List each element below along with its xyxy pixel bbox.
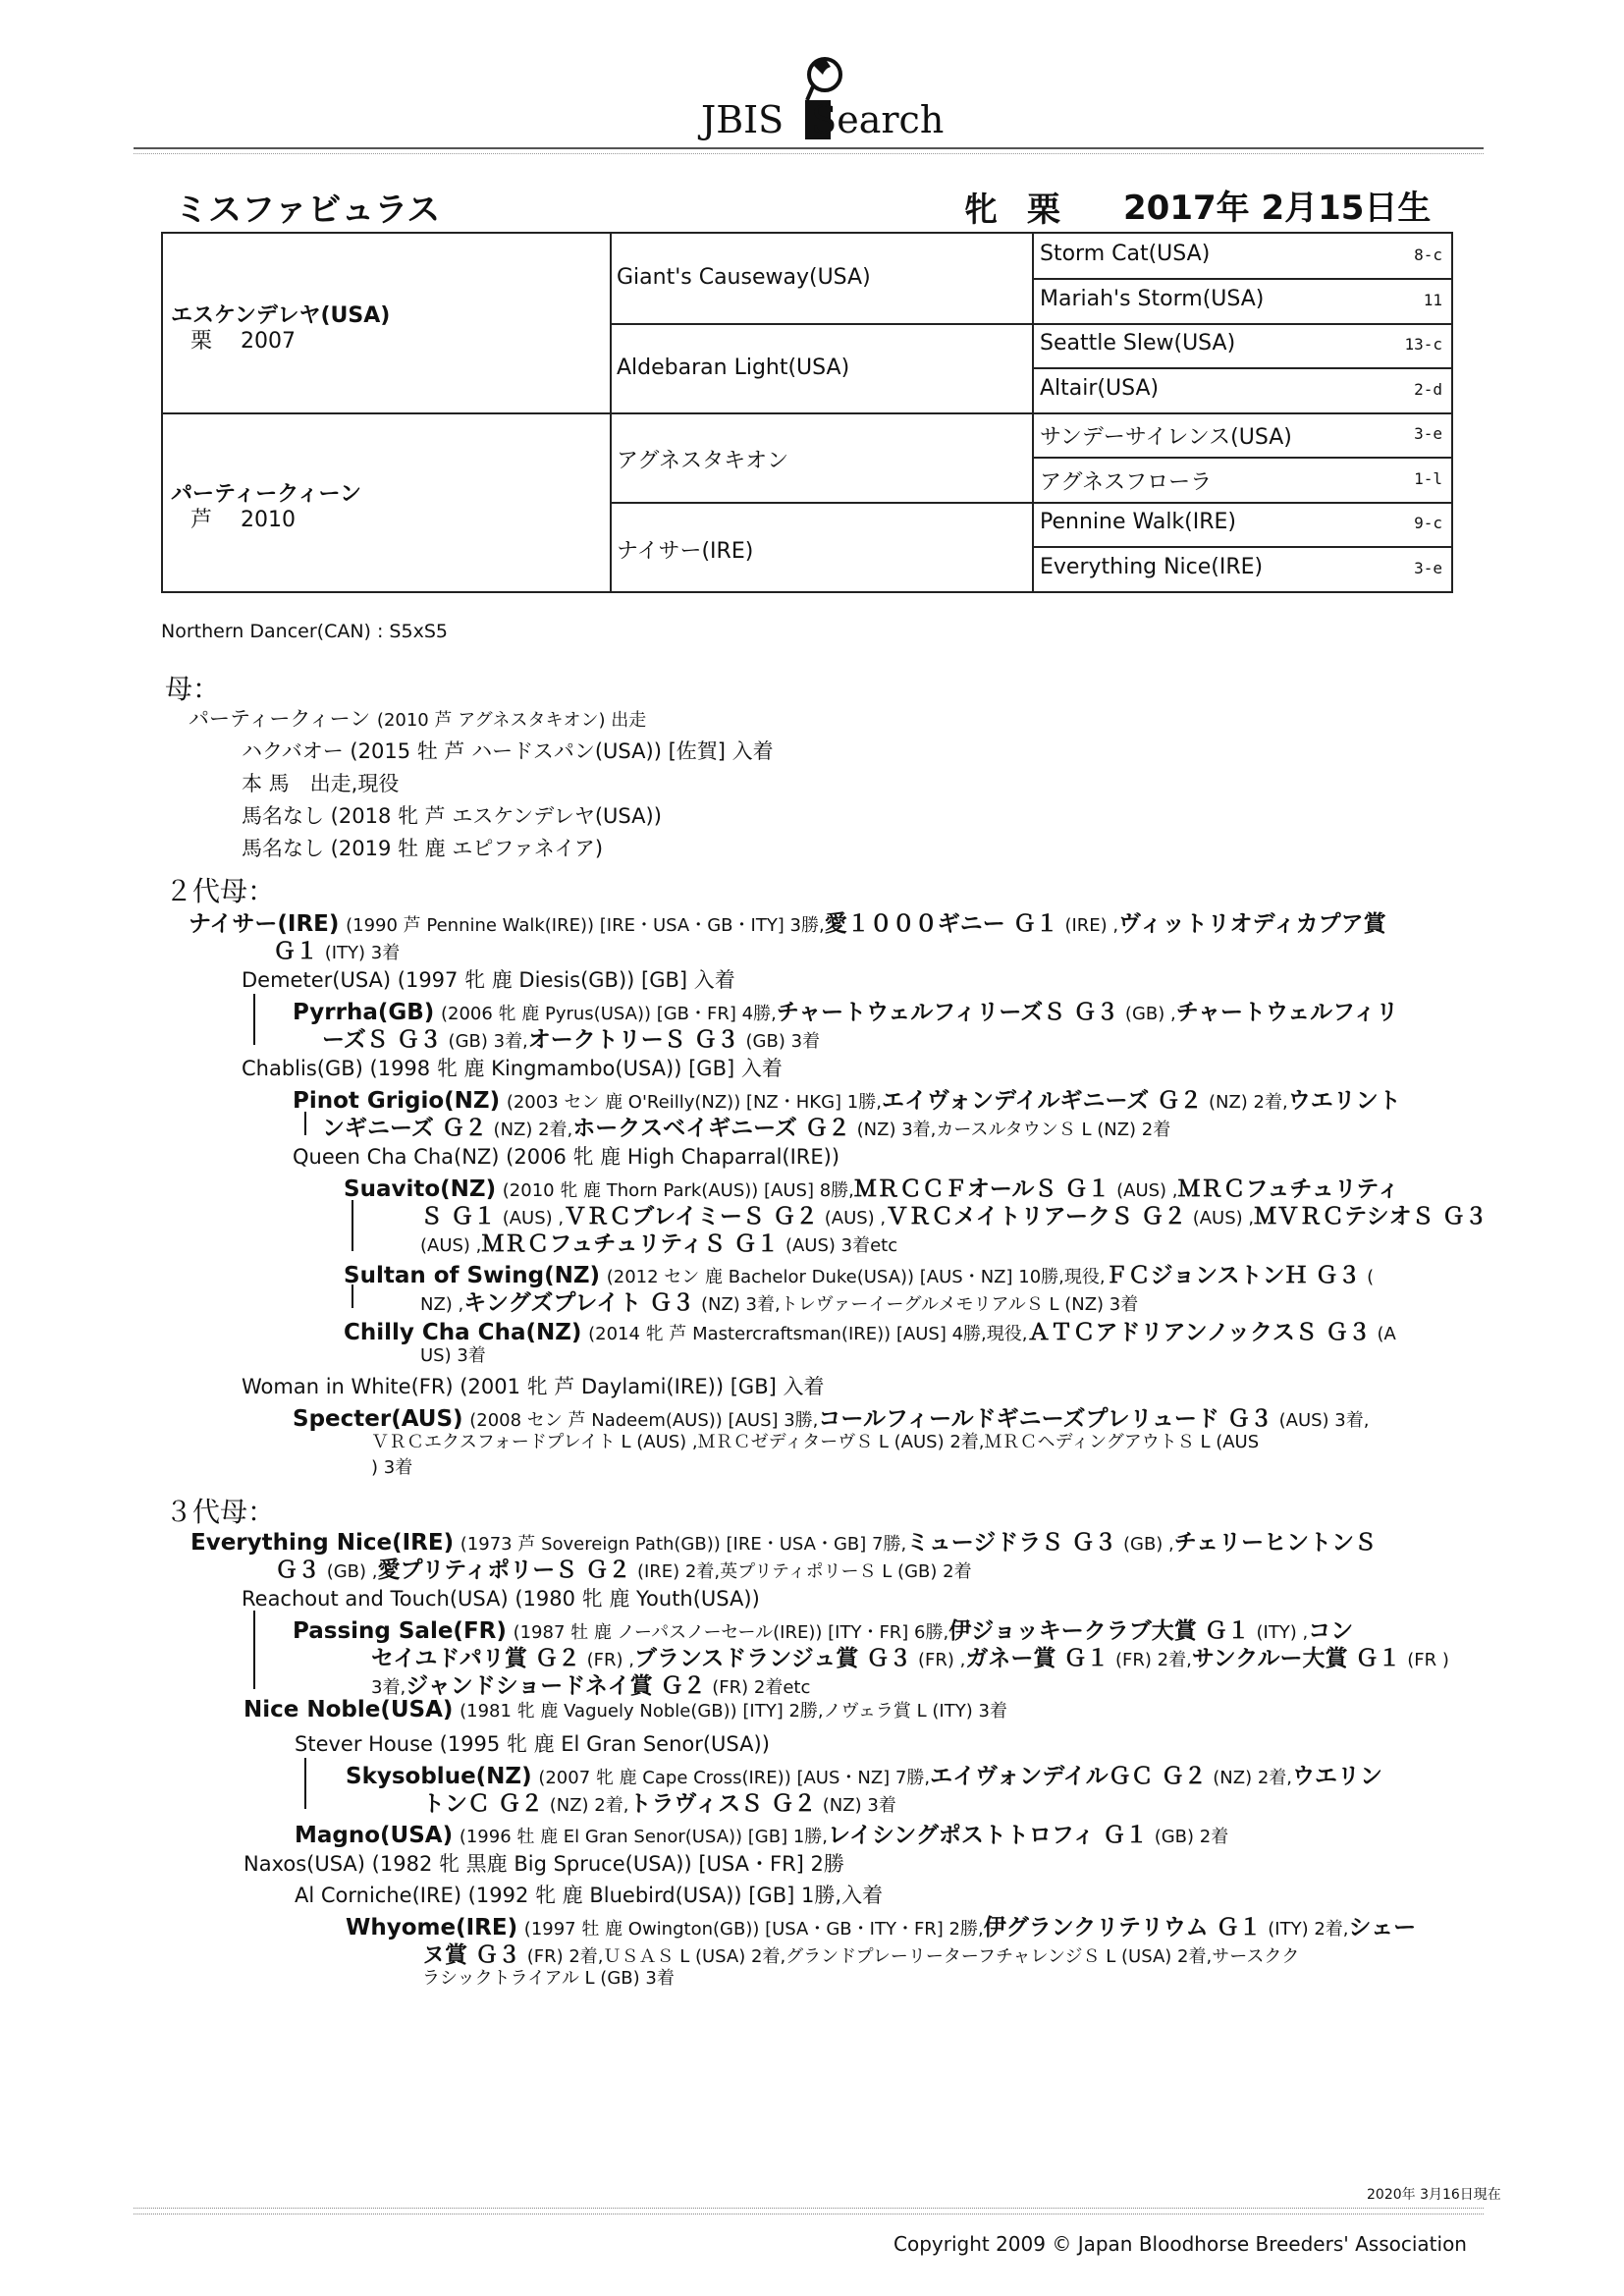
family-line-10-cont: [322, 1110, 1170, 1142]
ped-gen2-4: ナイサー(IRE): [617, 539, 754, 564]
ped-gen3-6-name: アグネスフローラ: [1040, 470, 1213, 495]
line-12-race1-country: (AUS) ,: [1116, 1180, 1178, 1201]
family-line-12-cont2: [420, 1226, 897, 1258]
family-line-04: 馬名なし (2018 牝 芦 エスケンデレヤ(USA)): [242, 804, 662, 828]
line-13-detail: (2012 セン 鹿 Bachelor Duke(USA)) [AUS・NZ] 10勝,現役,: [606, 1267, 1106, 1287]
header-rule: [134, 147, 1484, 149]
ped-gen3-5-name: サンデーサイレンス(USA): [1040, 425, 1292, 450]
copyright-notice: Copyright 2009 © Japan Bloodhorse Breeders' Association: [893, 2232, 1467, 2256]
line-19-race3: ブランスドランジュ賞 Ｇ３: [633, 1646, 912, 1671]
line-10-race2-cont: ンギニーズ Ｇ２: [322, 1116, 487, 1141]
line-22-detail: (2007 牝 鹿 Cape Cross(IRE)) [AUS・NZ] 7勝,: [538, 1768, 931, 1788]
line-23-detail: (1996 牡 鹿 El Gran Senor(USA)) [GB] 1勝,: [459, 1827, 829, 1847]
ped-gen3-6: [1040, 465, 1452, 496]
logo-text-jbis: JBIS: [701, 98, 785, 141]
header-rule-dotted: [134, 153, 1484, 154]
ped-gen3-1-name: Storm Cat(USA): [1040, 242, 1211, 266]
line-17-name: Everything Nice(IRE): [190, 1530, 455, 1556]
indent-bar-6: [304, 1758, 306, 1809]
line-10-detail: (2003 セン 鹿 O'Reilly(NZ)) [NZ・HKG] 1勝,: [506, 1092, 882, 1113]
line-10-race2: ウエリント: [1287, 1088, 1401, 1114]
family-line-19-cont2: [371, 1667, 810, 1700]
family-line-26-cont2: ラシックトライアル L (GB) 3着: [422, 1968, 675, 1989]
line-20-detail: (1981 牝 鹿 Vaguely Noble(GB)) [ITY] 2勝,ノヴェラ賞 L (ITY) 3着: [460, 1701, 1007, 1722]
family-line-13-cont: [420, 1285, 1138, 1317]
section-2nd-dam: ２代母：: [165, 875, 276, 907]
line-26-detail: (1997 牡 鹿 Owington(GB)) [USA・GB・ITY・FR] 2勝,: [523, 1919, 984, 1940]
line-19-race2-country: (FR) ,: [586, 1650, 634, 1670]
ped-gen3-1-family: 8-c: [1414, 246, 1442, 264]
line-08-race3: オークトリーＳ Ｇ３: [527, 1027, 739, 1053]
family-line-24: Naxos(USA) (1982 牝 黒鹿 Big Spruce(USA)) [USA・FR] 2勝: [244, 1852, 844, 1876]
line-08-race1: チャートウェルフィリーズＳ Ｇ３: [776, 1000, 1119, 1025]
line-08-race2: チャートウェルフィリ: [1175, 1000, 1399, 1025]
family-line-02: ハクバオー (2015 牡 芦 ハードスパン(USA)) [佐賀] 入着: [242, 739, 774, 763]
line-19-race6: ジャンドショードネイ賞 Ｇ２: [406, 1673, 706, 1699]
ped-dam-name: パーティークィーン: [171, 482, 362, 507]
ped-gen3-3-name: Seattle Slew(USA): [1040, 331, 1236, 355]
line-08-race2-result: (GB) 3着,: [448, 1031, 528, 1052]
line-12-race4-country: (AUS) ,: [1192, 1208, 1255, 1229]
family-line-22-cont: [422, 1785, 896, 1818]
line-23-race1-result: (GB) 2着: [1154, 1827, 1229, 1847]
line-26-race1-result: (ITY) 2着,: [1268, 1919, 1349, 1940]
horse-sex-color: 牝栗: [964, 191, 1090, 230]
ped-dam-info: 芦 2010: [190, 508, 296, 532]
ped-sire-info: 栗 2007: [190, 329, 296, 354]
line-16-name: Specter(AUS): [293, 1406, 463, 1432]
line-06-name: ナイサー(IRE): [189, 911, 340, 937]
indent-bar-1: [253, 994, 255, 1045]
line-16-detail: (2008 セン 芦 Nadeem(AUS)) [AUS] 3勝,: [469, 1410, 819, 1431]
ped-sire-name: エスケンデレヤ(USA): [171, 303, 391, 328]
line-12-detail: (2010 牝 鹿 Thorn Park(AUS)) [AUS] 8勝,: [502, 1180, 854, 1201]
indent-bar-2: [304, 1112, 306, 1135]
horse-name: ミスファビュラス: [175, 191, 441, 230]
ped-gen3-7-name: Pennine Walk(IRE): [1040, 510, 1237, 534]
family-line-15: Woman in White(FR) (2001 牝 芦 Daylami(IRE)) [GB] 入着: [242, 1375, 825, 1398]
family-line-14: [344, 1314, 1396, 1346]
ped-gen3-2-family: 11: [1423, 291, 1442, 309]
as-of-date: 2020年 3月16日現在: [1367, 2187, 1501, 2203]
ped-row-divider-g3b: [1032, 367, 1451, 369]
indent-bar-5: [253, 1611, 255, 1689]
family-line-21: Stever House (1995 牝 鹿 El Gran Senor(USA)): [295, 1732, 770, 1756]
line-23-race1: レイシングポストトロフィ Ｇ１: [828, 1823, 1148, 1848]
family-line-16-cont2: ) 3着: [371, 1457, 413, 1478]
ped-row-divider-g3d: [1032, 546, 1451, 548]
horse-birth-date: 2017年 2月15日生: [1123, 189, 1432, 228]
line-08-detail: (2006 牝 鹿 Pyrus(USA)) [GB・FR] 4勝,: [440, 1004, 777, 1024]
line-17-race2: チェリーヒントンＳ: [1173, 1530, 1378, 1556]
line-14-race1: ＡＴＣアドリアンノックスＳ Ｇ３: [1027, 1320, 1371, 1345]
line-12-race6: ＭＲＣフュチュリティＳ Ｇ１: [481, 1231, 780, 1257]
line-10-race1-result: (NZ) 2着,: [1208, 1092, 1288, 1113]
ped-gen3-1: [1040, 242, 1452, 266]
line-13-race2: キングズプレイト Ｇ３: [463, 1290, 695, 1316]
family-line-05: 馬名なし (2019 牡 鹿 エピファネイア): [242, 837, 604, 860]
line-19-race2-cont: セイユドパリ賞 Ｇ２: [371, 1646, 580, 1671]
pedigree-table: [161, 232, 1453, 593]
line-17-race1: ミュージドラＳ Ｇ３: [906, 1530, 1117, 1556]
family-line-16-cont: ＶＲＣエクスフォードプレイト L (AUS) ,ＭＲＣゼディターヴＳ L (AUS) 2着,ＭＲＣヘディングアウトＳ L (AUS: [371, 1432, 1260, 1452]
ped-gen3-2-name: Mariah's Storm(USA): [1040, 287, 1265, 311]
line-19-detail: (1987 牡 鹿 ノーパスノーセール(IRE)) [ITY・FR] 6勝,: [513, 1622, 949, 1643]
family-line-08-cont: [322, 1021, 820, 1054]
line-19-race6-result: (FR) 2着etc: [712, 1677, 811, 1698]
line-22-race2-result: (NZ) 2着,: [549, 1795, 629, 1816]
line-19-race3-country: (FR) ,: [917, 1650, 966, 1670]
line-12-race4: ＶＲＣメイトリアークＳ Ｇ２: [886, 1204, 1186, 1230]
line-12-race2-country: (AUS) ,: [502, 1208, 565, 1229]
line-19-race1: 伊ジョッキークラブ大賞 Ｇ１: [948, 1618, 1250, 1644]
line-13-race2-result: (NZ) 3着,トレヴァーイーグルメモリアルＳ L (NZ) 3着: [700, 1294, 1139, 1315]
line-17-detail: (1973 芦 Sovereign Path(GB)) [IRE・USA・GB] 7勝,: [460, 1534, 907, 1555]
line-10-race2-result: (NZ) 2着,: [493, 1120, 573, 1140]
ped-gen3-3-family: 13-c: [1404, 335, 1442, 354]
line-06-race2-result: (ITY) 3着: [324, 943, 401, 963]
footer-rule: [134, 2208, 1484, 2209]
line-10-name: Pinot Grigio(NZ): [293, 1088, 501, 1114]
ped-gen3-2: [1040, 287, 1452, 311]
line-26-race2-cont: ヌ賞 Ｇ３: [422, 1942, 521, 1968]
family-line-07: Demeter(USA) (1997 牝 鹿 Diesis(GB)) [GB] 入着: [242, 968, 735, 992]
line-06-race2: ヴィットリオディカプア賞: [1118, 911, 1386, 937]
ped-gen3-8-name: Everything Nice(IRE): [1040, 555, 1264, 579]
ped-row-divider-g2a: [610, 323, 1451, 325]
line-12-name: Suavito(NZ): [344, 1176, 497, 1202]
ped-gen3-7-family: 9-c: [1414, 514, 1442, 532]
indent-bar-3: [352, 1200, 353, 1251]
line-19-race5-result: 3着,: [371, 1677, 406, 1698]
line-26-race2-result: (FR) 2着,ＵＳＡＳ L (USA) 2着,グランドプレーリーターフチャレンジＳ L (USA) 2着,サースクク: [526, 1946, 1300, 1967]
line-17-race1-country: (GB) ,: [1122, 1534, 1174, 1555]
family-line-03: 本 馬 出走,現役: [242, 772, 400, 795]
line-19-race4: ガネー賞 Ｇ１: [965, 1646, 1110, 1671]
line-06-race1: 愛１０００ギニー Ｇ１: [824, 911, 1058, 937]
line-14-detail: (2014 牝 芦 Mastercraftsman(IRE)) [AUS] 4勝,現役,: [588, 1324, 1028, 1344]
ped-gen3-8-family: 3-e: [1414, 559, 1442, 577]
line-19-race1-country: (ITY) ,: [1256, 1622, 1309, 1643]
line-10-race3: ホークスベイギニーズ Ｇ２: [572, 1116, 850, 1141]
family-line-17-cont: [275, 1552, 972, 1584]
line-17-race2-country: (GB) ,: [326, 1561, 378, 1582]
family-line-20: [244, 1697, 1007, 1722]
inbreeding-note: Northern Dancer(CAN) : S5xS5: [161, 621, 448, 642]
line-13-race1-open: (: [1367, 1267, 1375, 1287]
family-line-14-cont: [420, 1341, 486, 1367]
line-08-race3-result: (GB) 3着: [745, 1031, 821, 1052]
line-19-name: Passing Sale(FR): [293, 1618, 507, 1644]
line-22-race3: トラヴィスＳ Ｇ２: [628, 1791, 817, 1817]
line-12-race6-result: (AUS) 3着etc: [785, 1235, 898, 1256]
line-01-detail: (2010 芦 アグネスタキオン) 出走: [376, 710, 647, 731]
family-line-25: Al Corniche(IRE) (1992 牝 鹿 Bluebird(USA)) [GB] 1勝,入着: [295, 1884, 884, 1907]
logo-text-search: Search: [811, 98, 945, 141]
family-line-06-cont: [273, 933, 400, 965]
jbis-search-logo: [687, 51, 943, 141]
ped-gen3-4: [1040, 376, 1452, 401]
line-12-race2: ＭＲＣフュチュリティ: [1177, 1176, 1400, 1202]
ped-row-divider-g3a: [1032, 278, 1451, 280]
line-13-race1: ＦＣジョンストンＨ Ｇ３: [1105, 1263, 1361, 1288]
line-19-race4-result: (FR) 2着,: [1115, 1650, 1192, 1670]
line-12-race3-country: (AUS) ,: [824, 1208, 887, 1229]
ped-gen2-3: アグネスタキオン: [617, 449, 789, 473]
line-13-race1-country: NZ) ,: [420, 1294, 464, 1315]
line-22-race2-cont: トンＣ Ｇ２: [422, 1791, 544, 1817]
line-22-race1-result: (NZ) 2着,: [1213, 1768, 1293, 1788]
section-dam: 母：: [165, 673, 221, 705]
line-23-name: Magno(USA): [295, 1823, 454, 1848]
line-08-name: Pyrrha(GB): [293, 1000, 435, 1025]
line-26-race1: 伊グランクリテリウム Ｇ１: [983, 1915, 1262, 1941]
ped-gen3-4-name: Altair(USA): [1040, 376, 1160, 401]
ped-gen3-4-family: 2-d: [1414, 380, 1442, 399]
line-16-race1-result: (AUS) 3着,: [1278, 1410, 1370, 1431]
line-19-race5: サンクルー大賞 Ｇ１: [1191, 1646, 1401, 1671]
ped-gen3-5-family: 3-e: [1414, 424, 1442, 443]
line-19-race5-country: (FR ): [1407, 1650, 1449, 1670]
family-line-23: [295, 1817, 1228, 1849]
line-13-name: Sultan of Swing(NZ): [344, 1263, 601, 1288]
line-10-race3-result: (NZ) 3着,カースルタウンＳ L (NZ) 2着: [856, 1120, 1171, 1140]
line-12-race5: ＭＶＲＣテシオＳ Ｇ３: [1254, 1204, 1488, 1230]
line-14-race1-open: (A: [1377, 1324, 1396, 1344]
line-16-race1: コールフィールドギニーズプレリュード Ｇ３: [818, 1406, 1272, 1432]
line-22-race2: ウエリン: [1292, 1764, 1383, 1789]
line-22-race1: エイヴォンデイルＧＣ Ｇ２: [930, 1764, 1207, 1789]
logo-text: [701, 98, 944, 141]
line-06-detail: (1990 芦 Pennine Walk(IRE)) [IRE・USA・GB・ITY] 3勝,: [346, 915, 825, 936]
line-22-name: Skysoblue(NZ): [346, 1764, 532, 1789]
line-06-race2-grade: Ｇ１: [273, 939, 318, 964]
ped-gen2-1: Giant's Causeway(USA): [617, 265, 871, 290]
family-line-18: Reachout and Touch(USA) (1980 牝 鹿 Youth(USA)): [242, 1587, 760, 1611]
line-17-race3-result: (IRE) 2着,英プリティポリーＳ L (GB) 2着: [636, 1561, 972, 1582]
line-06-race1-country: (IRE) ,: [1064, 915, 1119, 936]
family-line-01: [189, 703, 646, 733]
ped-row-divider-g2b: [610, 502, 1451, 504]
section-3rd-dam: ３代母：: [165, 1496, 276, 1528]
line-12-race3: ＶＲＣブレイミーＳ Ｇ２: [564, 1204, 819, 1230]
line-12-race5-country: (AUS) ,: [420, 1235, 482, 1256]
line-14-race1-result: US) 3着: [420, 1345, 486, 1366]
ped-gen3-8: [1040, 555, 1452, 579]
line-17-race2-grade: Ｇ３: [275, 1558, 320, 1583]
line-12-race2-grade: Ｓ Ｇ１: [420, 1204, 497, 1230]
family-line-09: Chablis(GB) (1998 牝 鹿 Kingmambo(USA)) [GB] 入着: [242, 1057, 783, 1080]
ped-row-divider-g3c: [1032, 457, 1451, 459]
line-14-name: Chilly Cha Cha(NZ): [344, 1320, 582, 1345]
line-17-race3: 愛プリティポリーＳ Ｇ２: [377, 1558, 631, 1583]
ped-gen2-2: Aldebaran Light(USA): [617, 355, 850, 380]
line-08-race2-cont: ーズＳ Ｇ３: [322, 1027, 442, 1053]
line-10-race1: エイヴォンデイルギニーズ Ｇ２: [881, 1088, 1203, 1114]
line-20-name: Nice Noble(USA): [244, 1697, 454, 1722]
line-12-race1: ＭＲＣＣＦオールＳ Ｇ１: [853, 1176, 1110, 1202]
ped-gen3-6-family: 1-l: [1414, 469, 1442, 488]
line-22-race3-result: (NZ) 3着: [822, 1795, 896, 1816]
line-01-main: パーティークィーン: [189, 707, 371, 731]
ped-row-divider-main: [163, 412, 1451, 414]
line-08-race1-country: (GB) ,: [1124, 1004, 1176, 1024]
line-26-race2: シェー: [1348, 1915, 1417, 1941]
line-19-race2: コン: [1308, 1618, 1354, 1644]
ped-gen3-5: [1040, 420, 1452, 451]
ped-gen3-3: [1040, 331, 1452, 355]
line-26-name: Whyome(IRE): [346, 1915, 518, 1941]
ped-gen3-7: [1040, 510, 1452, 534]
family-line-11: Queen Cha Cha(NZ) (2006 牝 鹿 High Chaparral(IRE)): [293, 1145, 840, 1169]
